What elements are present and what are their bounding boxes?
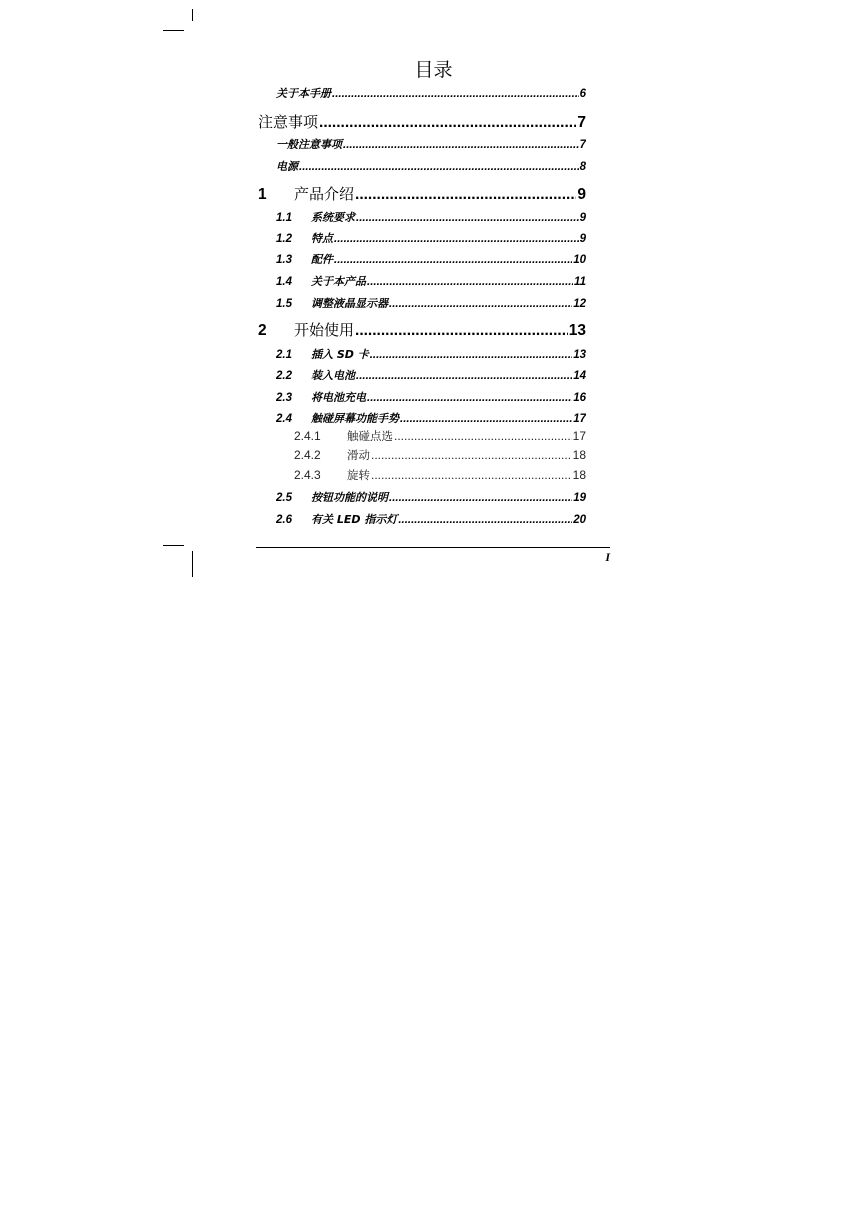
toc-entry[interactable] (276, 411, 586, 427)
toc-entry-number: 2.6 (276, 514, 292, 526)
toc-entry-page: 11 (574, 276, 586, 288)
toc-entry-page: 13 (568, 322, 586, 339)
toc-entry-title: 一般注意事项 (276, 138, 342, 151)
toc-entry-page: 18 (572, 448, 586, 462)
toc-entry-number: 1.2 (276, 233, 292, 245)
toc-entry-dot-leader (400, 412, 572, 427)
toc-entry-dot-leader (334, 253, 572, 268)
toc-entry-title: 开始使用 (294, 321, 355, 339)
toc-entry-number: 1 (258, 186, 267, 203)
toc-entry-title: 产品介绍 (294, 185, 355, 203)
toc-entry-page: 7 (579, 139, 586, 151)
toc-entry-page: 14 (573, 370, 586, 382)
toc-entry-page: 10 (573, 254, 586, 266)
toc-entry[interactable] (258, 184, 586, 205)
toc-entry-title: 有关 LED 指示灯 (311, 513, 398, 526)
toc-entry[interactable] (276, 231, 586, 247)
toc-entry-dot-leader (319, 113, 576, 133)
footer-rule (256, 547, 610, 548)
toc-entry[interactable] (276, 274, 586, 290)
toc-entry-number: 2.3 (276, 392, 292, 404)
toc-entry-dot-leader (371, 468, 572, 483)
toc-entry-title: 电源 (276, 160, 298, 173)
toc-entry-title: 关于本产品 (311, 275, 366, 288)
crop-mark-bottom-left-horizontal (163, 545, 184, 546)
crop-mark-top-left-horizontal (163, 30, 184, 31)
toc-entry-page: 17 (573, 413, 586, 425)
toc-entry-dot-leader (299, 160, 579, 175)
toc-entry-number: 1.3 (276, 254, 292, 266)
toc-entry[interactable] (276, 210, 586, 226)
toc-entry-title: 关于本手册 (276, 87, 331, 100)
toc-entry-dot-leader (371, 448, 572, 463)
toc-entry-title: 特点 (311, 232, 333, 245)
crop-mark-bottom-left-vertical (192, 551, 193, 577)
toc-entry-page: 17 (572, 429, 586, 443)
toc-entry[interactable] (276, 86, 586, 102)
toc-title: 目录 (414, 59, 453, 81)
toc-entry-page: 16 (573, 392, 586, 404)
toc-entry-title: 触碰屏幕功能手势 (311, 412, 399, 425)
toc-entry-number: 2.1 (276, 349, 292, 361)
toc-entry-dot-leader (398, 513, 572, 528)
toc-entry-number: 2.4 (276, 413, 292, 425)
toc-entry-page: 9 (579, 212, 586, 224)
toc-entry-dot-leader (355, 185, 576, 205)
toc-entry-title: 触碰点选 (347, 429, 393, 443)
toc-entry-title: 配件 (311, 253, 333, 266)
toc-entry[interactable] (276, 490, 586, 506)
toc-entry-title: 装入电池 (311, 369, 355, 382)
toc-entry-page: 19 (573, 492, 586, 504)
toc-entry-title: 将电池充电 (311, 391, 366, 404)
toc-entry-page: 13 (573, 349, 586, 361)
toc-entry-page: 20 (573, 514, 586, 526)
toc-entry[interactable] (258, 320, 586, 341)
toc-entry-number: 2.4.3 (294, 468, 321, 482)
toc-entry-dot-leader (370, 348, 572, 363)
toc-entry-title: 滑动 (347, 448, 370, 462)
toc-entry-page: 12 (573, 298, 586, 310)
toc-entry-dot-leader (356, 211, 579, 226)
toc-entry[interactable] (294, 429, 586, 444)
toc-entry[interactable] (276, 347, 586, 363)
toc-entry-dot-leader (367, 391, 572, 406)
toc-entry-number: 2.4.2 (294, 448, 321, 462)
toc-entry[interactable] (276, 252, 586, 268)
toc-entry-page: 6 (579, 88, 586, 100)
toc-entry-page: 18 (572, 468, 586, 482)
toc-entry-dot-leader (332, 87, 579, 102)
toc-entry-number: 1.5 (276, 298, 292, 310)
toc-entry-page: 8 (579, 161, 586, 173)
toc-entry[interactable] (294, 468, 586, 483)
toc-entry-dot-leader (389, 297, 572, 312)
toc-entry-title: 按钮功能的说明 (311, 491, 388, 504)
toc-entry-title: 插入 SD 卡 (311, 348, 369, 361)
toc-entry-dot-leader (367, 275, 573, 290)
crop-mark-top-left-vertical (192, 9, 193, 21)
toc-entry[interactable] (294, 448, 586, 463)
toc-entry-title: 注意事项 (258, 113, 319, 131)
toc-entry-dot-leader (356, 369, 572, 384)
toc-entry[interactable] (276, 137, 586, 153)
toc-entry[interactable] (258, 112, 586, 133)
toc-entry[interactable] (276, 512, 586, 528)
page-number: I (605, 550, 610, 564)
toc-entry-number: 2.4.1 (294, 429, 321, 443)
toc-entry-page: 9 (579, 233, 586, 245)
toc-entry-number: 1.1 (276, 212, 292, 224)
toc-entry[interactable] (276, 159, 586, 175)
toc-entry-number: 2.5 (276, 492, 292, 504)
toc-entry-dot-leader (389, 491, 572, 506)
toc-entry-number: 2.2 (276, 370, 292, 382)
toc-entry[interactable] (276, 368, 586, 384)
toc-entry-title: 旋转 (347, 468, 370, 482)
toc-entry-dot-leader (334, 232, 579, 247)
toc-entry-number: 1.4 (276, 276, 292, 288)
toc-entry[interactable] (276, 296, 586, 312)
toc-entry-dot-leader (343, 138, 579, 153)
toc-entry-page: 7 (577, 114, 586, 131)
toc-entry-title: 调整液晶显示器 (311, 297, 388, 310)
toc-entry-number: 2 (258, 322, 267, 339)
toc-entry-title: 系统要求 (311, 211, 355, 224)
toc-entry-dot-leader (355, 321, 568, 341)
toc-entry-page: 9 (577, 186, 586, 203)
toc-entry[interactable] (276, 390, 586, 406)
toc-entry-dot-leader (394, 429, 572, 444)
